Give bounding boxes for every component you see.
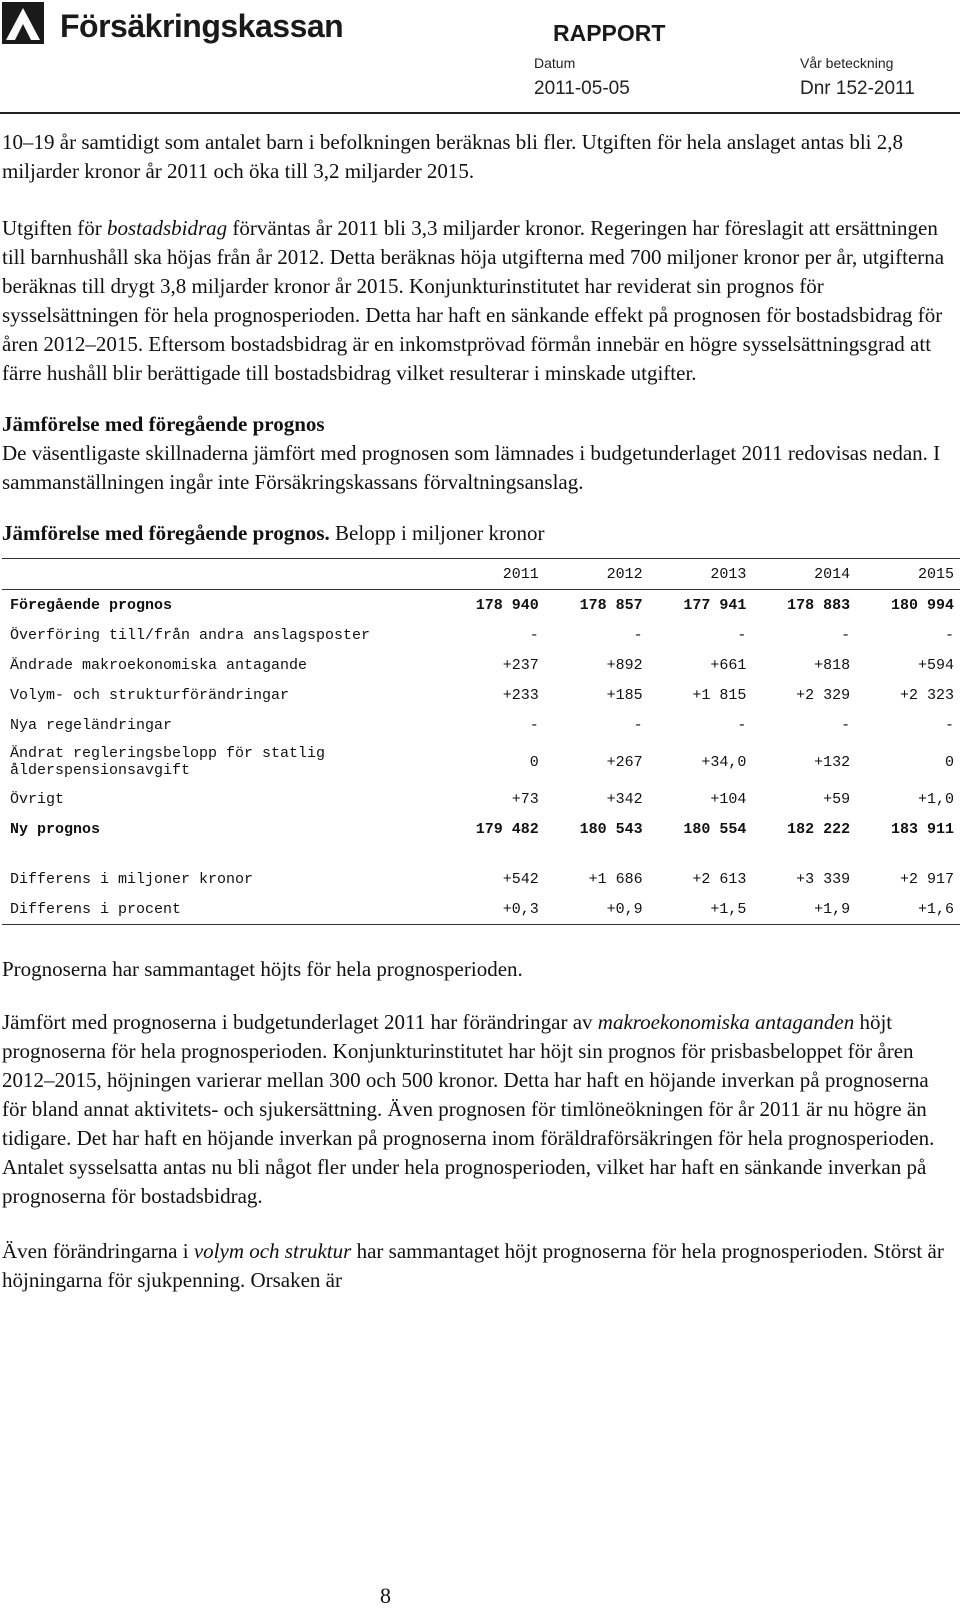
cell-value: +2 917: [899, 870, 954, 888]
year-header: 2015: [858, 559, 960, 590]
cell-value: +237: [502, 656, 539, 674]
forsakringskassan-logo-icon: [2, 2, 44, 44]
cell-value: +818: [814, 656, 851, 674]
cell-value: -: [944, 626, 954, 644]
cell-value: +34,0: [701, 753, 747, 771]
cell-value: +1,9: [754, 894, 858, 925]
cell-value: +185: [606, 686, 643, 704]
cell-value: 0: [944, 753, 954, 771]
row-label: Ny prognos: [10, 820, 101, 838]
cell-value: -: [529, 626, 539, 644]
paragraph-1: 10–19 år samtidigt som antalet barn i befolkningen beräknas bli fler. Utgiften för hela anslaget antas bli 2,8 miljarder kronor år 2011 och öka till 3,2 miljarder 2015.: [2, 130, 904, 183]
cell-value: +542: [502, 870, 539, 888]
cell-value: -: [737, 716, 747, 734]
cell-value: 179 482: [475, 820, 539, 838]
cell-value: +342: [606, 790, 643, 808]
row-label: Nya regeländringar: [10, 716, 173, 734]
cell-value: 177 941: [683, 596, 747, 614]
organization-name: Försäkringskassan: [60, 8, 344, 44]
paragraph-4: Prognoserna har sammantaget höjts för hela prognosperioden.: [2, 957, 523, 981]
table-row: [2, 864, 960, 894]
row-label: Ändrat regleringsbelopp för statlig ålderspensionsavgift: [10, 745, 326, 779]
table-row: [2, 894, 960, 925]
cell-value: +1 686: [588, 870, 643, 888]
cell-value: -: [633, 626, 643, 644]
cell-value: +594: [917, 656, 954, 674]
cell-value: +0,3: [443, 894, 547, 925]
row-label: Föregående prognos: [10, 596, 173, 614]
comparison-table: [2, 558, 960, 925]
table-header-row: [2, 559, 960, 590]
document-body: [2, 128, 954, 1295]
cell-value: +59: [823, 790, 851, 808]
section-heading: Jämförelse med föregående prognos: [2, 412, 325, 436]
cell-value: +73: [511, 790, 539, 808]
cell-value: -: [841, 626, 851, 644]
cell-value: 180 554: [683, 820, 747, 838]
row-label: Differens i procent: [2, 894, 443, 925]
cell-value: +3 339: [796, 870, 851, 888]
cell-value: +267: [606, 753, 643, 771]
cell-value: 180 543: [579, 820, 643, 838]
row-label: Differens i miljoner kronor: [10, 870, 254, 888]
year-header: 2011: [443, 559, 547, 590]
table-spacer-row: [2, 844, 960, 864]
cell-value: +1 815: [692, 686, 747, 704]
cell-value: -: [737, 626, 747, 644]
paragraph-2: Utgiften för bostadsbidrag förväntas år 2011 bli 3,3 miljarder kronor. Regeringen har föreslagit att ersättningen till barnhushåll ska höjas från år 2012. Detta beräknas höja utgifterna med 700 miljoner kronor per år, utgifterna beräknas till drygt 3,8 miljarder kronor år 2015. Konjunkturinstitutet har reviderat sin prognos för sysselsättningen för hela prognosperioden. Detta har haft en sänkande effekt på prognosen för bostadsbidrag för åren 2012–2015. Eftersom bostadsbidrag är en inkomstprövad förmån innebär en högre sysselsättningsgrad att färre hushåll blir berättigade till bostadsbidrag vilket resulterar i minskade utgifter.: [2, 216, 945, 385]
cell-value: -: [841, 716, 851, 734]
cell-value: +2 613: [692, 870, 747, 888]
cell-value: 180 994: [890, 596, 954, 614]
cell-value: +0,9: [547, 894, 651, 925]
cell-value: +233: [502, 686, 539, 704]
cell-value: 178 940: [475, 596, 539, 614]
table-row: [2, 784, 960, 814]
cell-value: 178 883: [787, 596, 851, 614]
paragraph-3: De väsentligaste skillnaderna jämfört med prognosen som lämnades i budgetunderlaget 2011 redovisas nedan. I sammanställningen ingår inte Försäkringskassans förvaltningsanslag.: [2, 441, 941, 494]
table-row: [2, 650, 960, 680]
table-row: [2, 620, 960, 650]
reference-label: Vår beteckning: [800, 55, 894, 71]
cell-value: -: [633, 716, 643, 734]
cell-value: 183 911: [890, 820, 954, 838]
row-label: Volym- och strukturförändringar: [10, 686, 290, 704]
table-row: [2, 680, 960, 710]
row-label: Ändrade makroekonomiska antagande: [10, 656, 308, 674]
cell-value: -: [944, 716, 954, 734]
table-row: [2, 740, 960, 784]
reference-value: Dnr 152-2011: [800, 78, 915, 99]
year-header: 2012: [547, 559, 651, 590]
header-divider: [0, 112, 960, 114]
row-label: Övrigt: [10, 790, 65, 808]
paragraph-5: Jämfört med prognoserna i budgetunderlaget 2011 har förändringar av makroekonomiska antaganden höjt prognoserna för hela prognosperioden. Konjunkturinstitutet har höjt sin prognos för prisbasbeloppet för åren 2012–2015, höjningen varierar mellan 300 och 500 kronor. Detta har haft en höjande inverkan på prognoserna för bland annat aktivitets- och sjukersättning. Även prognosen för timlöneökningen för år 2011 är nu högre än tidigare. Det har haft en höjande inverkan på prognoserna inom föräldraförsäkringen för hela prognosperioden. Antalet sysselsatta antas nu bli något fler under hela prognosperioden, vilket har haft en sänkande inverkan på prognoserna för bostadsbidrag.: [2, 1010, 935, 1208]
document-type: RAPPORT: [553, 20, 666, 46]
year-header: 2013: [651, 559, 755, 590]
table-row: [2, 814, 960, 844]
cell-value: 0: [529, 753, 539, 771]
cell-value: +2 323: [899, 686, 954, 704]
cell-value: +892: [606, 656, 643, 674]
table-row: [2, 710, 960, 740]
cell-value: 178 857: [579, 596, 643, 614]
cell-value: +1,0: [917, 790, 954, 808]
cell-value: +132: [814, 753, 851, 771]
date-label: Datum: [534, 55, 576, 71]
cell-value: -: [529, 716, 539, 734]
cell-value: 182 222: [787, 820, 851, 838]
cell-value: +2 329: [796, 686, 851, 704]
cell-value: +661: [710, 656, 747, 674]
page-number: 8: [380, 1583, 391, 1608]
table-caption: Jämförelse med föregående prognos. Belopp i miljoner kronor: [2, 521, 545, 545]
year-header: 2014: [754, 559, 858, 590]
table-row: [2, 590, 960, 621]
row-label: Överföring till/från andra anslagsposter: [10, 626, 371, 644]
paragraph-6: Även förändringarna i volym och struktur har sammantaget höjt prognoserna för hela prognosperioden. Störst är höjningarna för sjukpenning. Orsaken är: [2, 1239, 944, 1292]
cell-value: +1,6: [858, 894, 960, 925]
date-value: 2011-05-05: [534, 78, 630, 99]
cell-value: +104: [710, 790, 747, 808]
cell-value: +1,5: [651, 894, 755, 925]
